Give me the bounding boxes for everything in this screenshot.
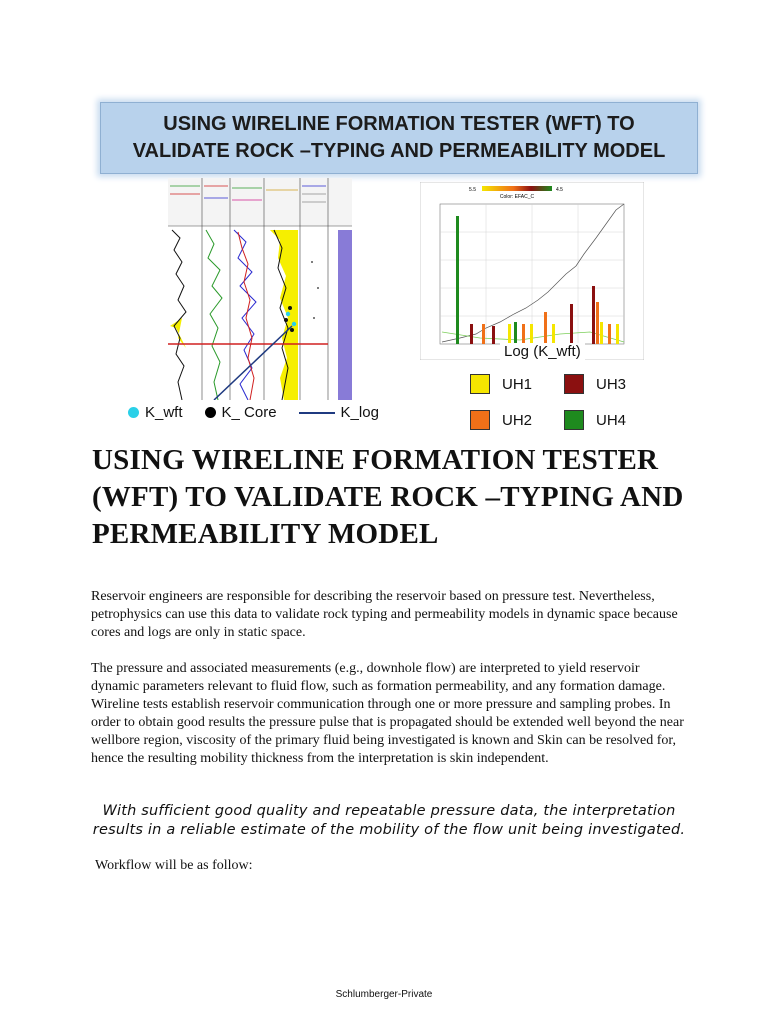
uh-legend-item: UH4 xyxy=(564,410,626,430)
line-icon xyxy=(299,412,335,414)
legend-k-wft-label: K_wft xyxy=(145,404,183,421)
legend-k-log xyxy=(299,404,379,421)
darkred-swatch-icon xyxy=(564,374,584,394)
yellow-swatch-icon xyxy=(470,374,490,394)
colorbar-min-label: 5.5 xyxy=(469,187,476,193)
uh-legend xyxy=(466,372,656,432)
paragraph: The pressure and associated measurements (e.g., downhole flow) are interpreted to yield reservoir dynamic parameters relevant to fluid flow, such as formation permeability, and any formation damage. Wireline tests establish reservoir communication through one or more pressure and sampling probes. In order to obtain good results the pressure pulse that is propagated should be extended well beyond the near wellbore region, viscosity of the primary fluid being investigated is known and Skin can be resolved for, hence the resulting mobility thickness from the interpretation is skin independent. xyxy=(91,661,684,766)
paragraph: Reservoir engineers are responsible for describing the reservoir based on pressure test. Nevertheless, petrophysics can use this data to validate rock typing and permeability models in dynamic space because cores and logs are only in static space. xyxy=(91,589,678,640)
green-swatch-icon xyxy=(564,410,584,430)
uh-legend-item: UH3 xyxy=(564,374,626,394)
legend-k-core-label: K_ Core xyxy=(221,404,277,421)
highlight-quote: With sufficient good quality and repeatable pressure data, the interpretation results in a reliable estimate of the mobility of the flow unit being investigated. xyxy=(92,803,686,838)
xplot-axis-label: Log (K_wft) xyxy=(500,343,585,360)
k-legend xyxy=(128,404,401,421)
permeability-crossplot xyxy=(420,182,644,360)
workflow-intro: Workflow will be as follow: xyxy=(95,858,253,873)
footer-classification: Schlumberger-Private xyxy=(335,989,433,1000)
legend-k-wft xyxy=(128,404,183,421)
legend-k-log-label: K_log xyxy=(340,404,379,421)
cyan-dot-icon xyxy=(128,407,139,418)
uh-legend-item: UH1 xyxy=(470,374,532,394)
page-title: USING WIRELINE FORMATION TESTER (WFT) TO VALIDATE ROCK –TYPING AND PERMEABILITY MODEL xyxy=(92,444,684,550)
colorbar-title: Color: EFAC_C xyxy=(499,194,535,200)
title-banner xyxy=(100,102,698,174)
orange-swatch-icon xyxy=(470,410,490,430)
black-dot-icon xyxy=(205,407,216,418)
legend-k-core xyxy=(205,404,277,421)
banner-title: USING WIRELINE FORMATION TESTER (WFT) TO VALIDATE ROCK –TYPING AND PERMEABILITY MODEL xyxy=(132,113,666,162)
well-log-figure xyxy=(168,178,352,400)
uh-legend-item: UH2 xyxy=(470,410,532,430)
colorbar-max-label: 4.5 xyxy=(556,187,563,193)
